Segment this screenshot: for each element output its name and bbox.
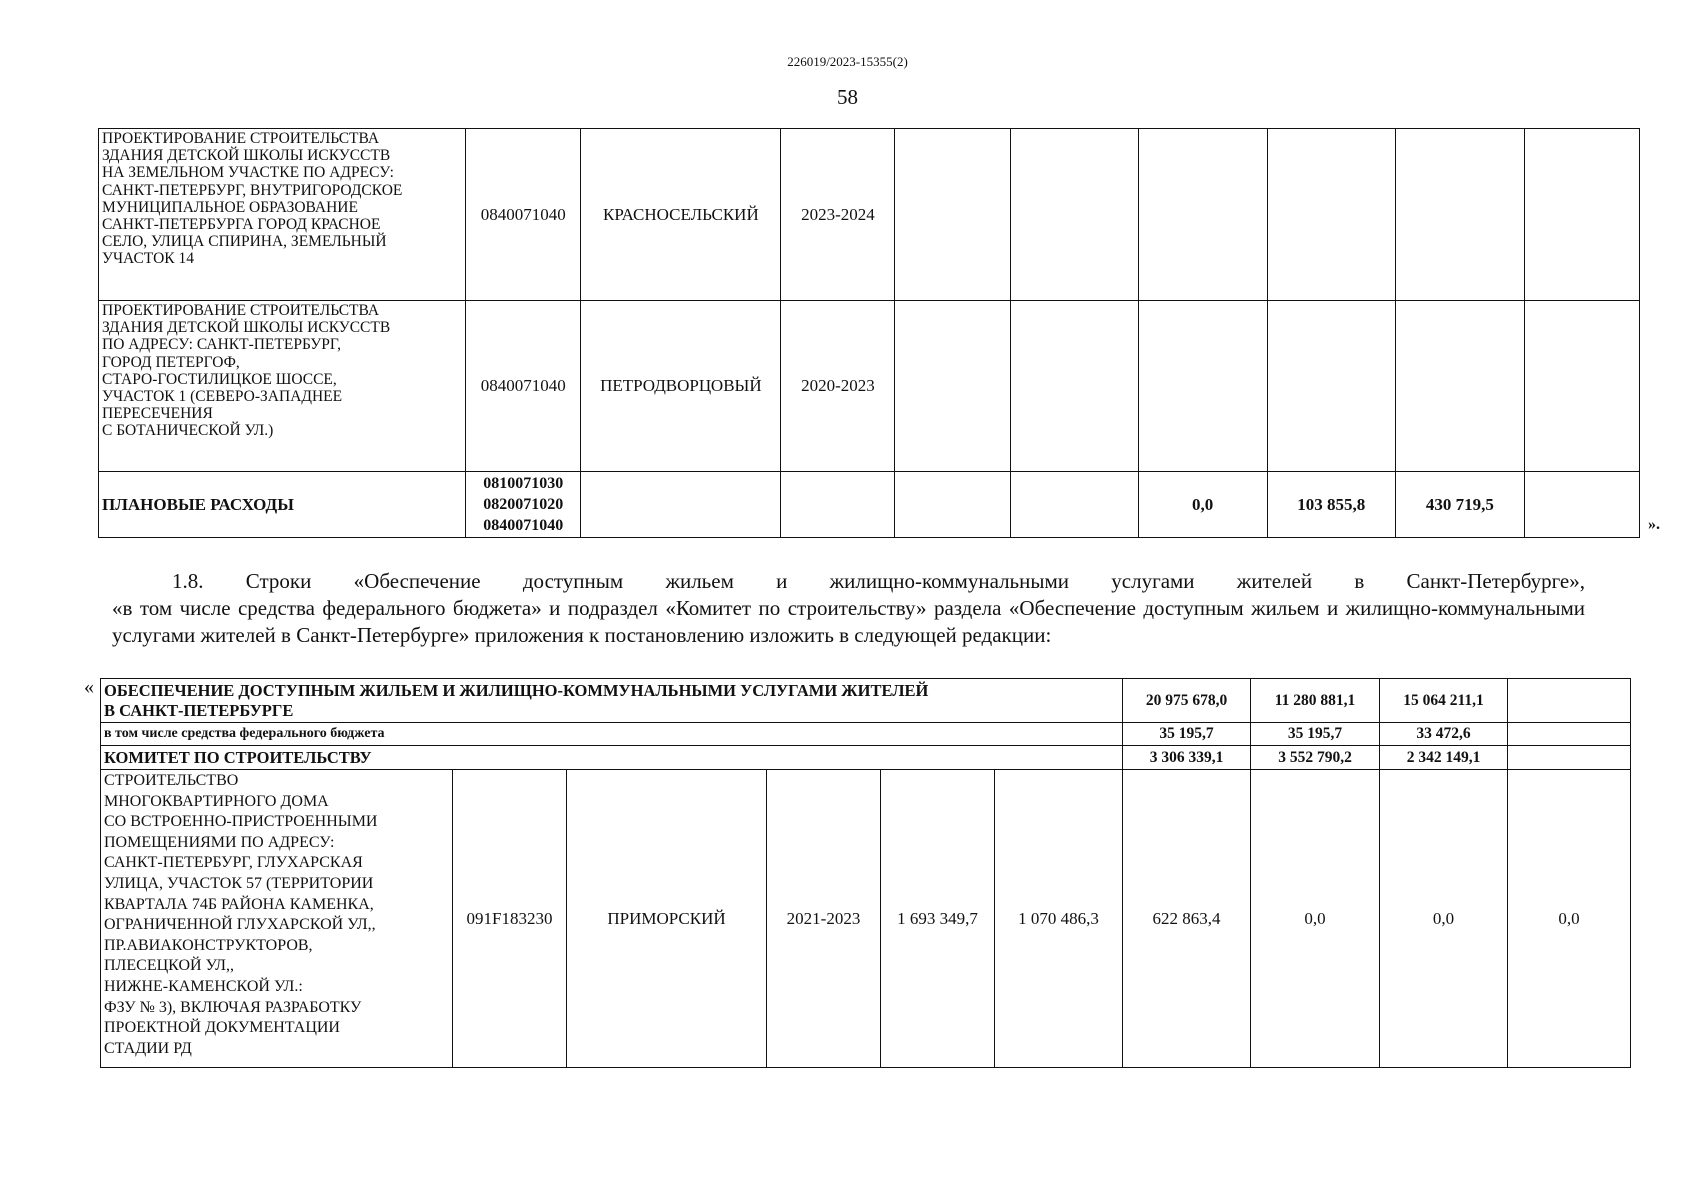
total-value-cell: 430 719,5 bbox=[1395, 472, 1524, 538]
empty-cell bbox=[1267, 301, 1395, 472]
expenses-table-top bbox=[98, 128, 1640, 538]
paragraph-first-line: 1.8. Строки «Обеспечение доступным жильем и жилищно-коммунальными услугами жителей в Санкт-Петербурге», bbox=[172, 569, 1585, 593]
value-cell: 1 693 349,7 bbox=[881, 770, 995, 1068]
opening-quote: « bbox=[84, 676, 94, 698]
district-cell: КРАСНОСЕЛЬСКИЙ bbox=[581, 129, 781, 301]
empty-cell bbox=[1524, 301, 1639, 472]
empty-cell bbox=[581, 472, 781, 538]
page-number: 58 bbox=[837, 85, 858, 109]
committee-label-cell: КОМИТЕТ ПО СТРОИТЕЛЬСТВУ bbox=[101, 746, 1123, 770]
empty-cell bbox=[1010, 129, 1138, 301]
paragraph-text: «в том числе средства федерального бюджета» и подраздел «Комитет по строительству» раздела «Обеспечение доступным жильем и жилищно-коммунальными услугами жителей в Санкт-Петербурге» приложения к постановлению изложить в следующей редакции: bbox=[112, 596, 1585, 647]
value-cell: 622 863,4 bbox=[1123, 770, 1251, 1068]
total-codes-cell: 0810071030 0820071020 0840071040 bbox=[466, 472, 581, 538]
object-name-cell: ПРОЕКТИРОВАНИЕ СТРОИТЕЛЬСТВА ЗДАНИЯ ДЕТСКОЙ ШКОЛЫ ИСКУССТВ ПО АДРЕСУ: САНКТ-ПЕТЕРБУРГ, ГОРОД ПЕТЕРГОФ, СТАРО-ГОСТИЛИЦКОЕ ШОССЕ, УЧАСТОК 1 (СЕВЕРО-ЗАПАДНЕЕ ПЕРЕСЕЧЕНИЯ С БОТАНИЧЕСКОЙ УЛ.) bbox=[99, 301, 466, 472]
years-cell: 2020-2023 bbox=[781, 301, 895, 472]
budget-code-cell: 091F183230 bbox=[453, 770, 567, 1068]
budget-code-cell: 0840071040 bbox=[466, 301, 581, 472]
summary-row bbox=[101, 746, 1631, 770]
empty-cell bbox=[1138, 129, 1267, 301]
total-label-cell: ПЛАНОВЫЕ РАСХОДЫ bbox=[99, 472, 466, 538]
object-name-cell: ПРОЕКТИРОВАНИЕ СТРОИТЕЛЬСТВА ЗДАНИЯ ДЕТСКОЙ ШКОЛЫ ИСКУССТВ НА ЗЕМЕЛЬНОМ УЧАСТКЕ ПО АДРЕСУ: САНКТ-ПЕТЕРБУРГ, ВНУТРИГОРОДСКОЕ МУНИЦИПАЛЬНОЕ ОБРАЗОВАНИЕ САНКТ-ПЕТЕРБУРГА ГОРОД КРАСНОЕ СЕЛО, УЛИЦА СПИРИНА, ЗЕМЕЛЬНЫЙ УЧАСТОК 14 bbox=[99, 129, 466, 301]
object-name-cell: СТРОИТЕЛЬСТВО МНОГОКВАРТИРНОГО ДОМА СО ВСТРОЕННО-ПРИСТРОЕННЫМИ ПОМЕЩЕНИЯМИ ПО АДРЕСУ: САНКТ-ПЕТЕРБУРГ, ГЛУХАРСКАЯ УЛИЦА, УЧАСТОК 57 (ТЕРРИТОРИИ КВАРТАЛА 74Б РАЙОНА КАМЕНКА, ОГРАНИЧЕННОЙ ГЛУХАРСКОЙ УЛ,, ПР.АВИАКОНСТРУКТОРОВ, ПЛЕСЕЦКОЙ УЛ,, НИЖНЕ-КАМЕНСКОЙ УЛ.: ФЗУ № 3), ВКЛЮЧАЯ РАЗРАБОТКУ ПРОЕКТНОЙ ДОКУМЕНТАЦИИ СТАДИИ РД bbox=[101, 770, 453, 1068]
summary-row bbox=[101, 723, 1631, 746]
value-cell: 3 306 339,1 bbox=[1123, 746, 1251, 770]
value-cell: 20 975 678,0 bbox=[1123, 679, 1251, 723]
empty-cell bbox=[1508, 746, 1631, 770]
value-cell: 33 472,6 bbox=[1380, 723, 1508, 746]
table-row bbox=[99, 301, 1640, 472]
total-value-cell: 0,0 bbox=[1138, 472, 1267, 538]
empty-cell bbox=[895, 472, 1010, 538]
empty-cell bbox=[1010, 301, 1138, 472]
value-cell: 0,0 bbox=[1508, 770, 1631, 1068]
value-cell: 0,0 bbox=[1380, 770, 1508, 1068]
section-title-cell: ОБЕСПЕЧЕНИЕ ДОСТУПНЫМ ЖИЛЬЕМ И ЖИЛИЩНО-КОММУНАЛЬНЫМИ УСЛУГАМИ ЖИТЕЛЕЙ В САНКТ-ПЕТЕРБУРГЕ bbox=[101, 679, 1123, 723]
empty-cell bbox=[1395, 301, 1524, 472]
summary-row bbox=[101, 679, 1631, 723]
empty-cell bbox=[1524, 472, 1639, 538]
empty-cell bbox=[1010, 472, 1138, 538]
years-cell: 2023-2024 bbox=[781, 129, 895, 301]
district-cell: ПРИМОРСКИЙ bbox=[567, 770, 767, 1068]
value-cell: 0,0 bbox=[1251, 770, 1380, 1068]
empty-cell bbox=[1508, 723, 1631, 746]
value-cell: 11 280 881,1 bbox=[1251, 679, 1380, 723]
budget-code-cell: 0840071040 bbox=[466, 129, 581, 301]
value-cell: 35 195,7 bbox=[1123, 723, 1251, 746]
value-cell: 15 064 211,1 bbox=[1380, 679, 1508, 723]
total-row bbox=[99, 472, 1640, 538]
table-row bbox=[99, 129, 1640, 301]
empty-cell bbox=[1267, 129, 1395, 301]
amendment-paragraph bbox=[112, 568, 1585, 649]
table-row bbox=[101, 770, 1631, 1068]
value-cell: 2 342 149,1 bbox=[1380, 746, 1508, 770]
empty-cell bbox=[1395, 129, 1524, 301]
value-cell: 35 195,7 bbox=[1251, 723, 1380, 746]
closing-quote: ». bbox=[1648, 516, 1660, 533]
empty-cell bbox=[895, 129, 1010, 301]
empty-cell bbox=[1524, 129, 1639, 301]
empty-cell bbox=[781, 472, 895, 538]
district-cell: ПЕТРОДВОРЦОВЫЙ bbox=[581, 301, 781, 472]
value-cell: 1 070 486,3 bbox=[995, 770, 1123, 1068]
years-cell: 2021-2023 bbox=[767, 770, 881, 1068]
value-cell: 3 552 790,2 bbox=[1251, 746, 1380, 770]
empty-cell bbox=[895, 301, 1010, 472]
document-number: 226019/2023-15355(2) bbox=[787, 54, 908, 69]
total-value-cell: 103 855,8 bbox=[1267, 472, 1395, 538]
federal-budget-label-cell: в том числе средства федерального бюджета bbox=[101, 723, 1123, 746]
empty-cell bbox=[1138, 301, 1267, 472]
expenses-table-bottom bbox=[100, 678, 1631, 1068]
empty-cell bbox=[1508, 679, 1631, 723]
